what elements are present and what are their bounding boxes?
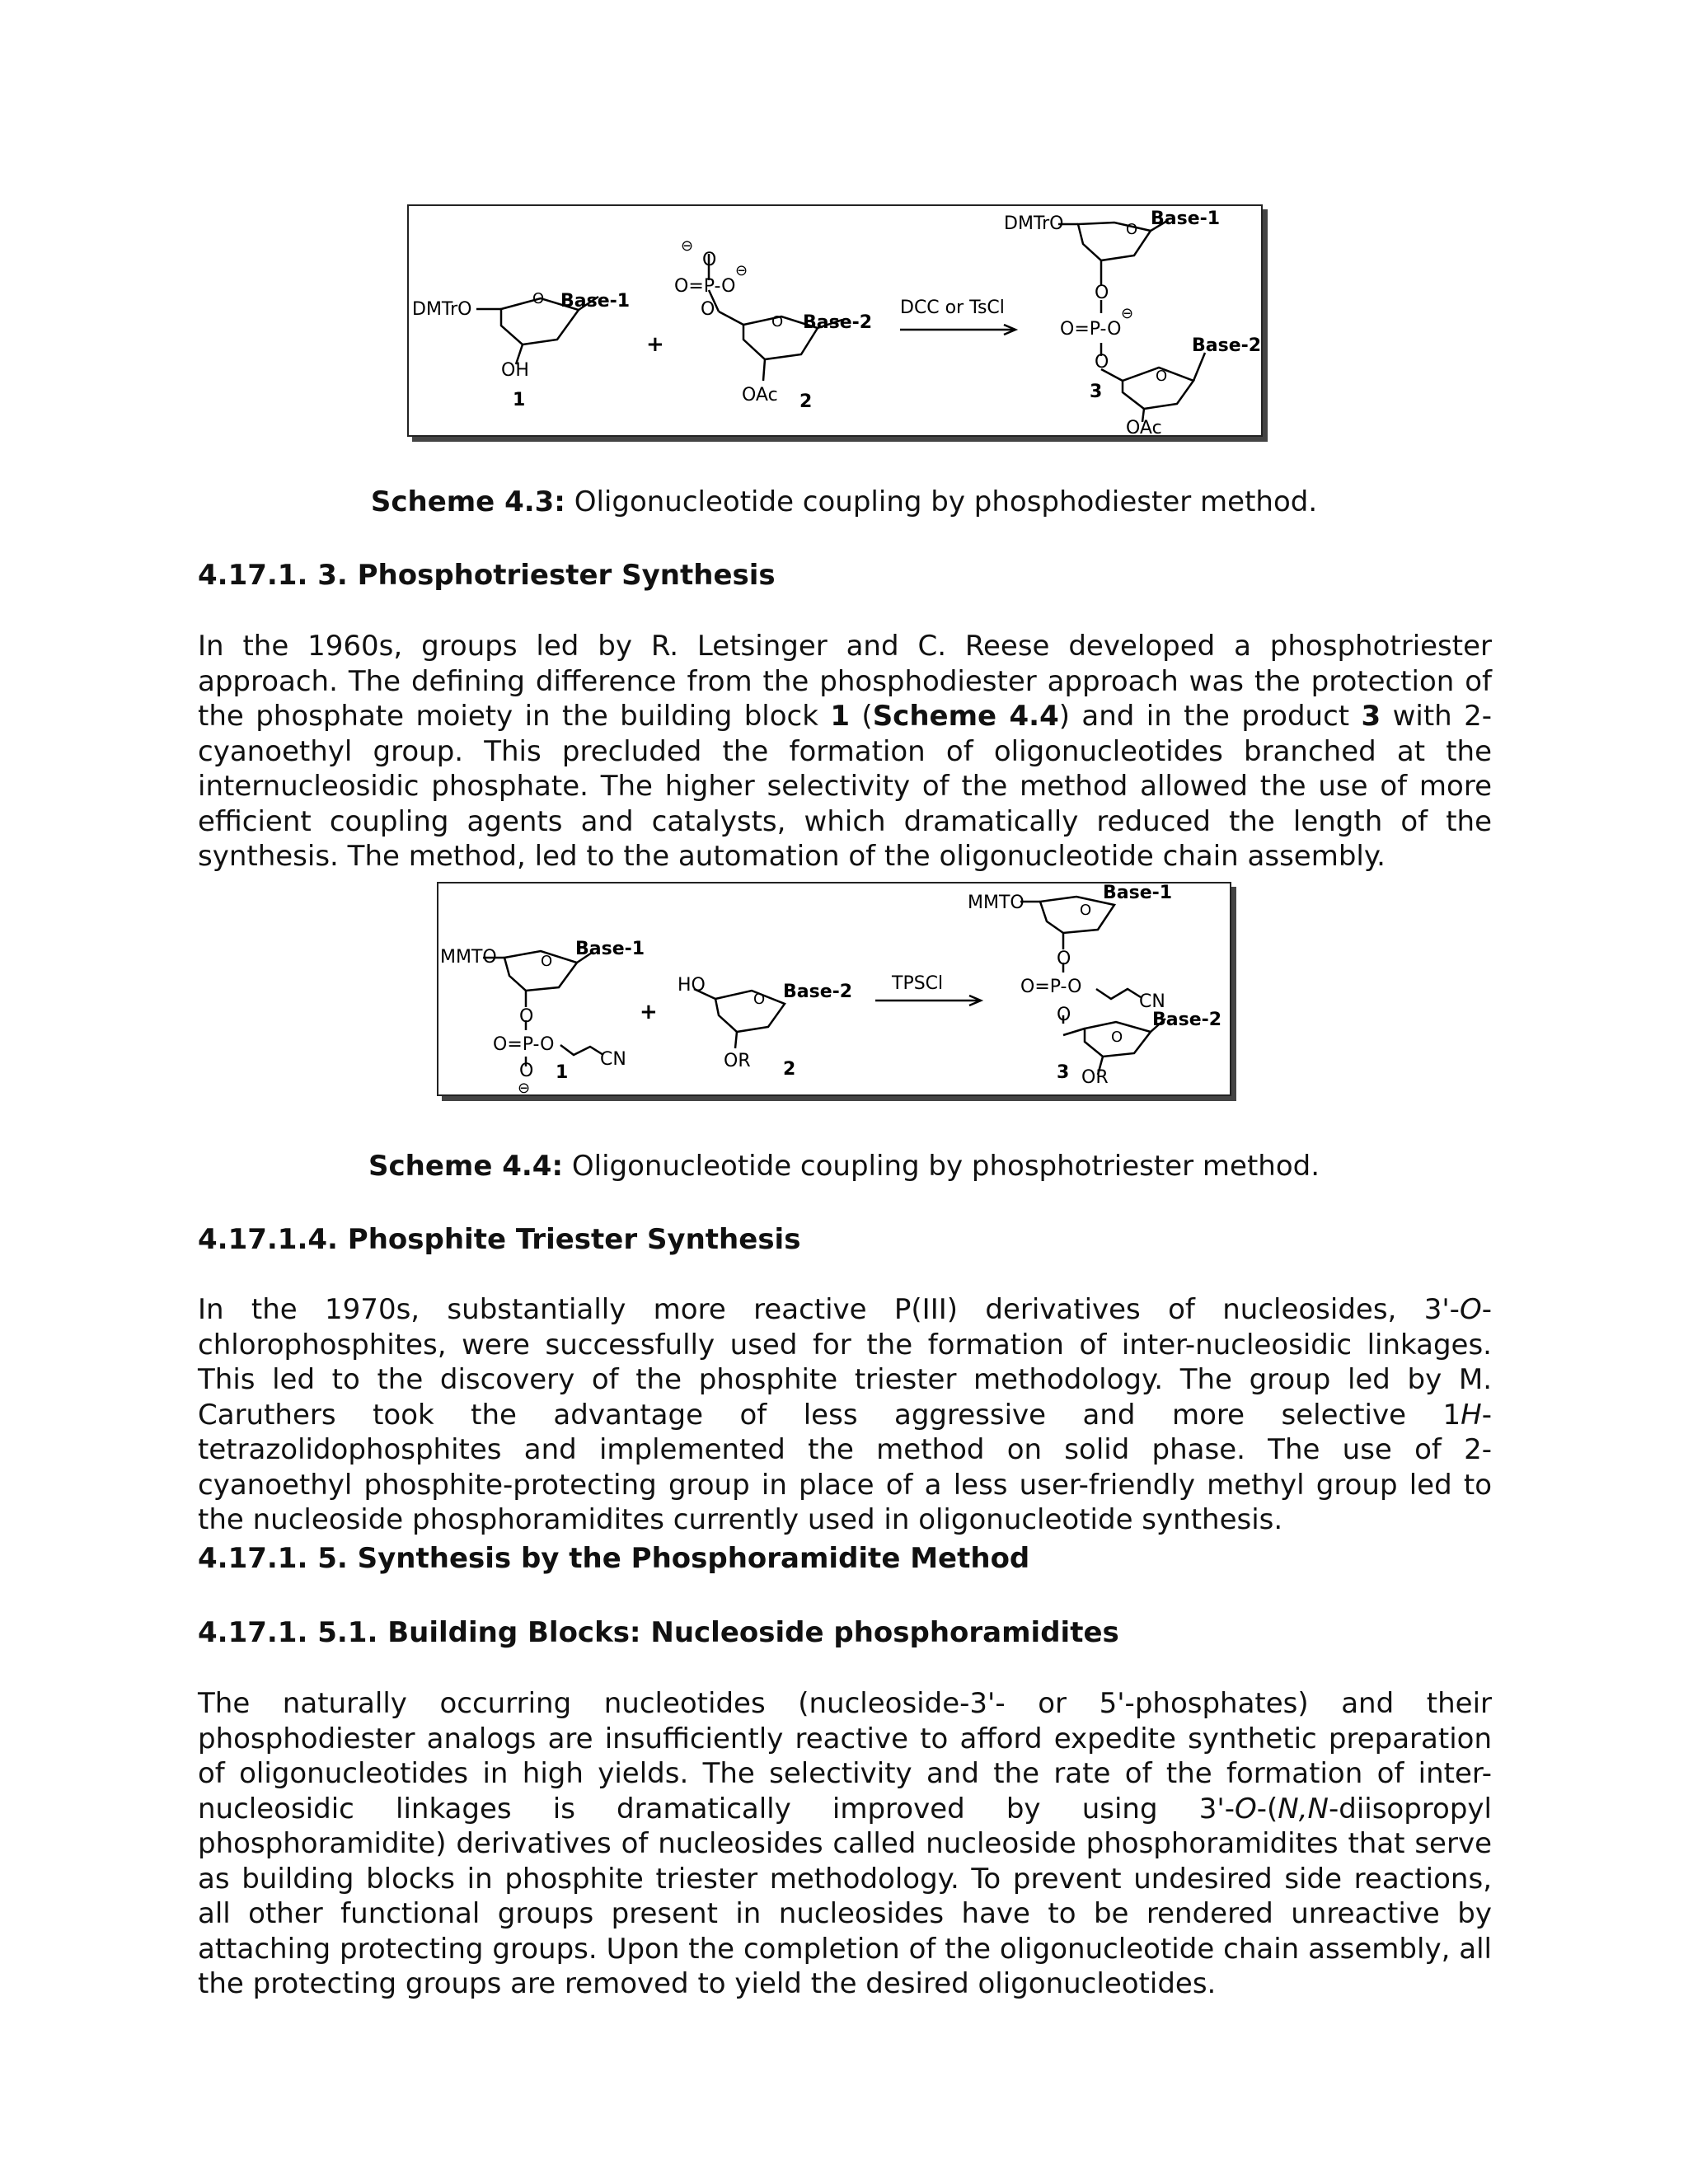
paragraph-phosphotriester	[198, 629, 1492, 874]
section-heading-4-17-1-3: 4.17.1. 3. Phosphotriester Synthesis	[198, 559, 776, 592]
paragraph-phosphite-triester	[198, 1292, 1492, 1538]
minus-charge-top: ⊖	[681, 237, 694, 255]
scheme-4-4-figure	[437, 882, 1231, 1096]
ring-oxygen-label: O	[1156, 368, 1168, 385]
base2-label: Base-2	[783, 982, 853, 1002]
italic-run: O	[1234, 1792, 1257, 1825]
or-label: OR	[724, 1051, 751, 1071]
base1-label: Base-1	[575, 939, 645, 959]
compound-1-number: 1	[513, 390, 526, 410]
cn-label: CN	[600, 1049, 626, 1070]
phosphate-o-link: O	[701, 299, 715, 320]
minus-charge: ⊖	[518, 1080, 531, 1094]
dmtro-label: DMTrO	[412, 299, 472, 320]
compound-3-number: 3	[1090, 382, 1103, 402]
text-run: In the 1970s, substantially more reactive P(III) derivatives of nucleosides, 3'-	[198, 1293, 1460, 1326]
text-run: with 2-cyanoethyl group. This precluded the formation of oligonucleotides branched at the internucleosidic phosphate. The higher selectivity of the method allowed the use of more efficient coupling agents and catalysts, which dramatically reduced the length of the synthesis. The method, led to the automation of the oligonucleotide chain assembly.	[198, 700, 1492, 873]
phosphate-o-top: O	[1095, 283, 1109, 303]
base2-label: Base-2	[1152, 1010, 1222, 1030]
ho-label: HO	[678, 975, 706, 996]
minus-charge-side: ⊖	[735, 262, 748, 279]
caption-text: Oligonucleotide coupling by phosphotriester method.	[563, 1150, 1320, 1183]
text-run: -diisopropyl phosphoramidite) derivatives of nucleosides called nucleoside phosphoramidites that serve as building blocks in phosphite triester methodology. To prevent undesired side reactions, all other functional groups present in nucleosides have to be rendered unreactive by attaching protecting groups. Upon the completion of the oligonucleotide chain assembly, all the protecting groups are removed to yield the desired oligonucleotides.	[198, 1792, 1492, 2000]
minus-charge: ⊖	[1121, 305, 1134, 322]
ring-oxygen-label: O	[532, 290, 545, 307]
text-run: The naturally occurring nucleotides (nucleoside-3'- or 5'-phosphates) and their phosphodiester analogs are insufficiently reactive to afford expedite synthetic preparation of oligonucleotides in high yields. The selectivity and the rate of the formation of inter-nucleosidic linkages is dramatically improved by using 3'-	[198, 1687, 1492, 1825]
ring-oxygen-label: O	[1111, 1029, 1123, 1046]
section-heading-4-17-1-4: 4.17.1.4. Phosphite Triester Synthesis	[198, 1223, 801, 1256]
phosphate-o-top: O	[519, 1006, 534, 1027]
bold-run: 1	[830, 700, 851, 733]
phosphate-o-p-o: O=P-O	[493, 1034, 555, 1055]
plus-sign: +	[640, 1000, 658, 1024]
italic-run: O	[1459, 1293, 1482, 1326]
compound-2-number: 2	[799, 391, 813, 412]
scheme-4-3-caption	[0, 485, 1688, 518]
phosphate-o-p-o: O=P-O	[674, 276, 736, 297]
base1-label: Base-1	[560, 291, 631, 312]
text-run: -tetrazolidophosphites and implemented the method on solid phase. The use of 2-cyanoethyl phosphite-protecting group in place of a less user-friendly methyl group led to the nucleoside phosphoramidites currently used in oligonucleotide synthesis.	[198, 1398, 1492, 1536]
dmtro-label: DMTrO	[1004, 213, 1064, 234]
oac-label: OAc	[1126, 418, 1162, 435]
italic-run: N,N	[1278, 1792, 1329, 1825]
or-label: OR	[1081, 1067, 1109, 1088]
base2-label: Base-2	[803, 312, 873, 333]
compound-2-number: 2	[783, 1059, 796, 1080]
bold-run: 3	[1361, 700, 1381, 733]
text-run: -(	[1256, 1792, 1278, 1825]
phosphate-o-link: O	[1095, 352, 1109, 373]
phosphate-o-bottom: O	[519, 1061, 534, 1081]
caption-text: Oligonucleotide coupling by phosphodiester method.	[565, 485, 1318, 518]
mmto-label: MMTO	[440, 947, 497, 968]
section-heading-4-17-1-5: 4.17.1. 5. Synthesis by the Phosphoramidite Method	[198, 1542, 1030, 1575]
phosphate-o-p-o: O=P-O	[1020, 977, 1082, 997]
mmto-label: MMTO	[968, 893, 1025, 913]
reagent-label: DCC or TsCl	[900, 298, 1005, 318]
ring-oxygen-label: O	[771, 313, 784, 330]
reagent-label: TPSCl	[892, 973, 944, 994]
section-heading-4-17-1-5-1: 4.17.1. 5.1. Building Blocks: Nucleoside phosphoramidites	[198, 1616, 1119, 1649]
ring-oxygen-label: O	[1126, 221, 1138, 238]
text-run: (	[850, 700, 873, 733]
scheme-reference: Scheme 4.4	[872, 700, 1059, 733]
text-run: In the 1960s, groups led by R. Letsinger and C. Reese developed a phosphotriester approach. The defining difference from the phosphodiester approach was the protection of the phosphate moiety in the building block	[198, 630, 1492, 733]
oac-label: OAc	[742, 385, 778, 405]
text-run: ) and in the product	[1058, 700, 1362, 733]
ring-oxygen-label: O	[753, 991, 766, 1008]
caption-label: Scheme 4.4:	[368, 1150, 564, 1183]
compound-1-number: 1	[556, 1062, 569, 1083]
text-run: -chlorophosphites, were successfully used for the formation of inter-nucleosidic linkages. This led to the discovery of the phosphite triester methodology. The group led by M. Caruthers took the advantage of less aggressive and more selective 1	[198, 1293, 1492, 1432]
caption-label: Scheme 4.3:	[370, 485, 565, 518]
plus-sign: +	[646, 332, 664, 357]
scheme-4-3-drawing	[409, 206, 1261, 435]
scheme-4-4-drawing	[438, 883, 1230, 1094]
compound-3-number: 3	[1057, 1062, 1070, 1083]
scheme-4-3-figure	[407, 204, 1263, 437]
scheme-4-4-caption	[0, 1150, 1688, 1183]
ring-oxygen-label: O	[1080, 902, 1092, 919]
phosphate-o-top: O	[1057, 949, 1071, 969]
phosphate-o-link: O	[1057, 1005, 1071, 1025]
base1-label: Base-1	[1151, 209, 1221, 229]
cn-label: CN	[1139, 991, 1165, 1012]
oh-label: OH	[501, 360, 529, 381]
phosphate-o-p-o: O=P-O	[1060, 319, 1122, 340]
ring-oxygen-label: O	[541, 953, 553, 970]
italic-run: H	[1461, 1398, 1482, 1432]
base2-label: Base-2	[1192, 335, 1261, 356]
paragraph-nucleoside-phosphoramidites	[198, 1686, 1492, 2002]
base1-label: Base-1	[1103, 883, 1173, 903]
phosphate-o-top: O	[702, 250, 717, 270]
